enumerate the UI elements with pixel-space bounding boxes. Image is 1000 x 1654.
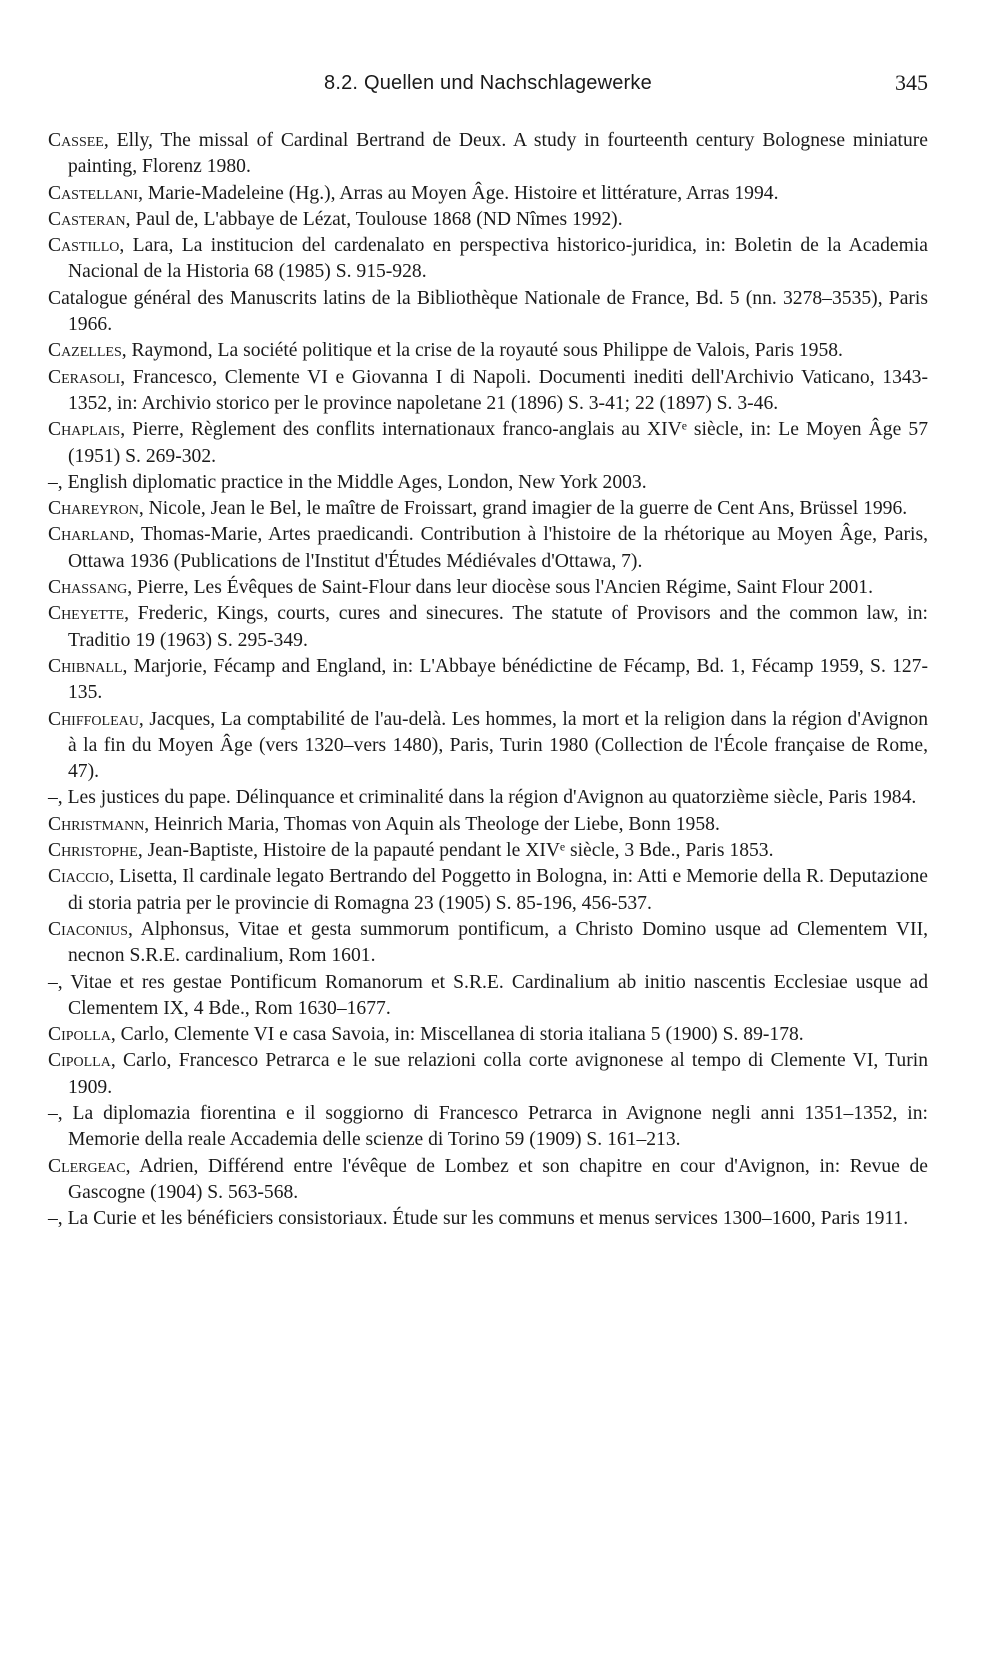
- entry-text: , Carlo, Francesco Petrarca e le sue relazioni colla corte avignonese al tempo di Clemente VI, Turin 1909.: [68, 1050, 928, 1098]
- bibliography-entry: [48, 707, 928, 786]
- entry-text: –, Vitae et res gestae Pontificum Romanorum et S.R.E. Cardinalium ab initio nascentis Ecclesiae usque ad Clementem IX, 4 Bde., Rom 1630–1677.: [48, 971, 928, 1019]
- entry-author: Cassee: [48, 130, 104, 151]
- bibliography-entry: [48, 1022, 928, 1048]
- entry-text: , Heinrich Maria, Thomas von Aquin als Theologe der Liebe, Bonn 1958.: [144, 813, 720, 835]
- bibliography-entry: [48, 207, 928, 233]
- entry-text: , Elly, The missal of Cardinal Bertrand de Deux. A study in fourteenth century Bolognese miniature painting, Florenz 1980.: [68, 130, 928, 178]
- entry-author: Chareyron: [48, 498, 139, 520]
- bibliography-entry: [48, 1048, 928, 1101]
- running-head: [48, 72, 928, 102]
- bibliography-entry: [48, 1206, 928, 1232]
- bibliography-entry: [48, 812, 928, 838]
- entry-text: –, English diplomatic practice in the Middle Ages, London, New York 2003.: [48, 471, 647, 493]
- entry-text: , Alphonsus, Vitae et gesta summorum pontificum, a Christo Domino usque ad Clementem VII, necnon S.R.E. cardinalium, Rom 1601.: [68, 918, 928, 967]
- entry-author: Casteran: [48, 208, 126, 230]
- entry-author: Ciaccio: [48, 866, 110, 888]
- entry-author: Chassang: [48, 577, 128, 599]
- entry-author: Castellani: [48, 182, 139, 204]
- entry-author: Cazelles: [48, 340, 122, 362]
- section-title: 8.2. Quellen und Nachschlagewerke: [324, 72, 652, 94]
- entry-text: , Lisetta, Il cardinale legato Bertrando del Poggetto in Bologna, in: Atti e Memorie della R. Deputazione di storia patria per le provincie di Romagna 23 (1905) S. 85-196, 456-537.: [68, 866, 928, 914]
- entry-author: Christmann: [48, 813, 145, 835]
- entry-author: Castillo: [48, 235, 120, 257]
- entry-author: Christophe: [48, 840, 138, 862]
- bibliography-entry: [48, 654, 928, 707]
- bibliography-list: [48, 128, 928, 1232]
- entry-text: , Francesco, Clemente VI e Giovanna I di Napoli. Documenti inediti dell'Archivio Vaticano, 1343-1352, in: Archivio storico per le province napoletane 21 (1896) S. 3-41; 22 (1897) S. 3-46.: [68, 366, 928, 414]
- bibliography-entry: [48, 286, 928, 339]
- entry-text: , Raymond, La société politique et la crise de la royauté sous Philippe de Valois, Paris 1958.: [121, 340, 843, 362]
- entry-text: , Adrien, Différend entre l'évêque de Lombez et son chapitre en cour d'Avignon, in: Revue de Gascogne (1904) S. 563-568.: [68, 1155, 928, 1203]
- entry-text: , Marjorie, Fécamp and England, in: L'Abbaye bénédictine de Fécamp, Bd. 1, Fécamp 1959, S. 127-135.: [68, 655, 928, 704]
- entry-text: , Jean-Baptiste, Histoire de la papauté pendant le XIVᵉ siècle, 3 Bde., Paris 1853.: [137, 840, 774, 862]
- bibliography-entry: [48, 181, 928, 207]
- entry-author: Clergeac: [48, 1155, 126, 1177]
- entry-text: , Lara, La institucion del cardenalato en perspectiva historico-juridica, in: Boletin de la Academia Nacional de la Historia 68 (1985) S. 915-928.: [68, 235, 928, 283]
- entry-text: , Frederic, Kings, courts, cures and sinecures. The statute of Provisors and the common law, in: Traditio 19 (1963) S. 295-349.: [68, 603, 928, 651]
- entry-text: , Pierre, Règlement des conflits internationaux franco-anglais au XIVᵉ siècle, in: Le Moyen Âge 57 (1951) S. 269-302.: [68, 419, 928, 467]
- bibliography-entry: [48, 917, 928, 970]
- entry-text: , Marie-Madeleine (Hg.), Arras au Moyen Âge. Histoire et littérature, Arras 1994.: [138, 182, 779, 204]
- page-number: 345: [895, 70, 928, 95]
- entry-text: , Nicole, Jean le Bel, le maître de Froissart, grand imagier de la guerre de Cent Ans, Brüssel 1996.: [138, 498, 908, 520]
- entry-text: Catalogue général des Manuscrits latins de la Bibliothèque Nationale de France, Bd. 5 (nn. 3278–3535), Paris 1966.: [48, 287, 928, 336]
- entry-text: –, La diplomazia fiorentina e il soggiorno di Francesco Petrarca in Avignone negli anni 1351–1352, in: Memorie della reale Accademia delle scienze di Torino 59 (1909) S. 161–213.: [48, 1102, 928, 1151]
- entry-author: Ciaconius: [48, 918, 128, 940]
- entry-text: –, Les justices du pape. Délinquance et criminalité dans la région d'Avignon au quatorzième siècle, Paris 1984.: [48, 787, 917, 809]
- bibliography-entry: [48, 128, 928, 181]
- entry-text: , Jacques, La comptabilité de l'au-delà. Les hommes, la mort et la religion dans la région d'Avignon à la fin du Moyen Âge (vers 1320–vers 1480), Paris, Turin 1980 (Collection de l'École française de Rome, 47).: [68, 708, 928, 783]
- entry-author: Cerasoli: [48, 366, 121, 388]
- bibliography-entry: [48, 864, 928, 917]
- bibliography-entry: [48, 496, 928, 522]
- bibliography-entry: [48, 1101, 928, 1154]
- entry-text: , Pierre, Les Évêques de Saint-Flour dans leur diocèse sous l'Ancien Régime, Saint Flour 2001.: [127, 577, 873, 599]
- entry-author: Cipolla: [48, 1050, 111, 1072]
- entry-author: Chiffoleau: [48, 708, 139, 730]
- bibliography-entry: [48, 970, 928, 1023]
- bibliography-entry: [48, 838, 928, 864]
- bibliography-entry: [48, 1154, 928, 1207]
- entry-author: Cheyette: [48, 603, 125, 625]
- bibliography-entry: [48, 417, 928, 470]
- bibliography-entry: [48, 365, 928, 418]
- bibliography-entry: [48, 601, 928, 654]
- entry-text: , Carlo, Clemente VI e casa Savoia, in: Miscellanea di storia italiana 5 (1900) S. 89-178.: [110, 1024, 804, 1046]
- bibliography-entry: [48, 575, 928, 601]
- entry-author: Charland: [48, 524, 130, 546]
- bibliography-entry: [48, 522, 928, 575]
- entry-text: –, La Curie et les bénéficiers consistoriaux. Étude sur les communs et menus services 1300–1600, Paris 1911.: [48, 1208, 909, 1230]
- bibliography-entry: [48, 470, 928, 496]
- entry-text: , Thomas-Marie, Artes praedicandi. Contribution à l'histoire de la rhétorique au Moyen Âge, Paris, Ottawa 1936 (Publications de l'Institut d'Études Médiévales d'Ottawa, 7).: [68, 524, 928, 572]
- bibliography-entry: [48, 233, 928, 286]
- entry-author: Chibnall: [48, 655, 123, 677]
- bibliography-entry: [48, 785, 928, 811]
- entry-text: , Paul de, L'abbaye de Lézat, Toulouse 1868 (ND Nîmes 1992).: [125, 208, 623, 230]
- entry-author: Cipolla: [48, 1024, 111, 1046]
- entry-author: Chaplais: [48, 419, 121, 441]
- bibliography-entry: [48, 338, 928, 364]
